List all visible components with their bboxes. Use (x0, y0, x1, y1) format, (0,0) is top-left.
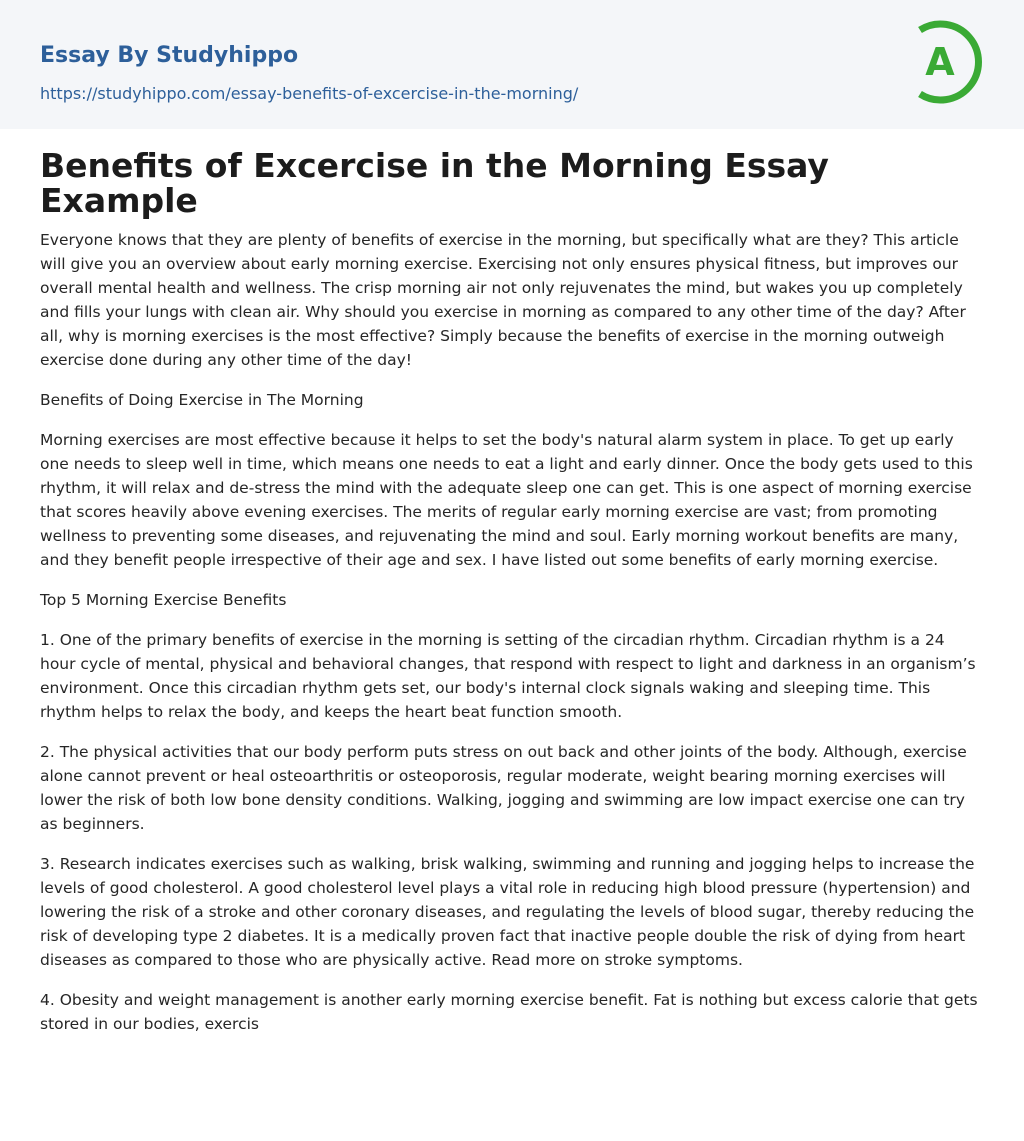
logo-letter: A (925, 40, 955, 84)
subheading-top-5: Top 5 Morning Exercise Benefits (40, 591, 287, 609)
paragraph-intro: Everyone knows that they are plenty of benefits of exercise in the morning, but specifically what are they? This article will give you an overview about early morning exercise. Exercising not only ensures physical fitness, but improves our overall mental health and wellness. The crisp morning air not only rejuvenates the mind, but wakes you up completely and fills your lungs with clean air. Why should you exercise in morning as compared to any other time of the day? After all, why is morning exercises is the most effective? Simply because the benefits of exercise in the morning outweigh exercise done during any other time of the day! (40, 231, 966, 369)
site-header (0, 0, 1024, 129)
paragraph-point-4: 4. Obesity and weight management is another early morning exercise benefit. Fat is nothing but excess calorie that gets stored in our bodies, exercis (40, 991, 978, 1033)
subheading-benefits: Benefits of Doing Exercise in The Morning (40, 391, 364, 409)
brand-title[interactable]: Essay By Studyhippo (40, 43, 299, 68)
studyhippo-logo-icon[interactable] (902, 17, 992, 107)
paragraph-point-3: 3. Research indicates exercises such as walking, brisk walking, swimming and running and jogging helps to increase the levels of good cholesterol. A good cholesterol level plays a vital role in reducing high blood pressure (hypertension) and lowering the risk of a stroke and other coronary diseases, and regulating the levels of blood sugar, thereby reducing the risk of developing type 2 diabetes. It is a medically proven fact that inactive people double the risk of dying from heart diseases as compared to those who are physically active. Read more on stroke symptoms. (40, 855, 975, 969)
paragraph-point-2: 2. The physical activities that our body perform puts stress on out back and other joints of the body. Although, exercise alone cannot prevent or heal osteoarthritis or osteoporosis, regular moderate, weight bearing morning exercises will lower the risk of both low bone density conditions. Walking, jogging and swimming are low impact exercise one can try as beginners. (40, 743, 967, 833)
paragraph-effectiveness: Morning exercises are most effective because it helps to set the body's natural alarm system in place. To get up early one needs to sleep well in time, which means one needs to eat a light and early dinner. Once the body gets used to this rhythm, it will relax and de-stress the mind with the adequate sleep one can get. This is one aspect of morning exercise that scores heavily above evening exercises. The merits of regular early morning exercise are vast; from promoting wellness to preventing some diseases, and rejuvenating the mind and soul. Early morning workout benefits are many, and they benefit people irrespective of their age and sex. I have listed out some benefits of early morning exercise. (40, 431, 973, 569)
source-url-link[interactable]: https://studyhippo.com/essay-benefits-of-excercise-in-the-morning/ (40, 84, 579, 103)
article (0, 148, 1024, 1036)
paragraph-point-1: 1. One of the primary benefits of exercise in the morning is setting of the circadian rhythm. Circadian rhythm is a 24 hour cycle of mental, physical and behavioral changes, that respond with respect to light and darkness in an organism’s environment. Once this circadian rhythm gets set, our body's internal clock signals waking and sleeping time. This rhythm helps to relax the body, and keeps the heart beat function smooth. (40, 631, 976, 721)
article-title: Benefits of Excercise in the Morning Essay Example (40, 146, 829, 220)
